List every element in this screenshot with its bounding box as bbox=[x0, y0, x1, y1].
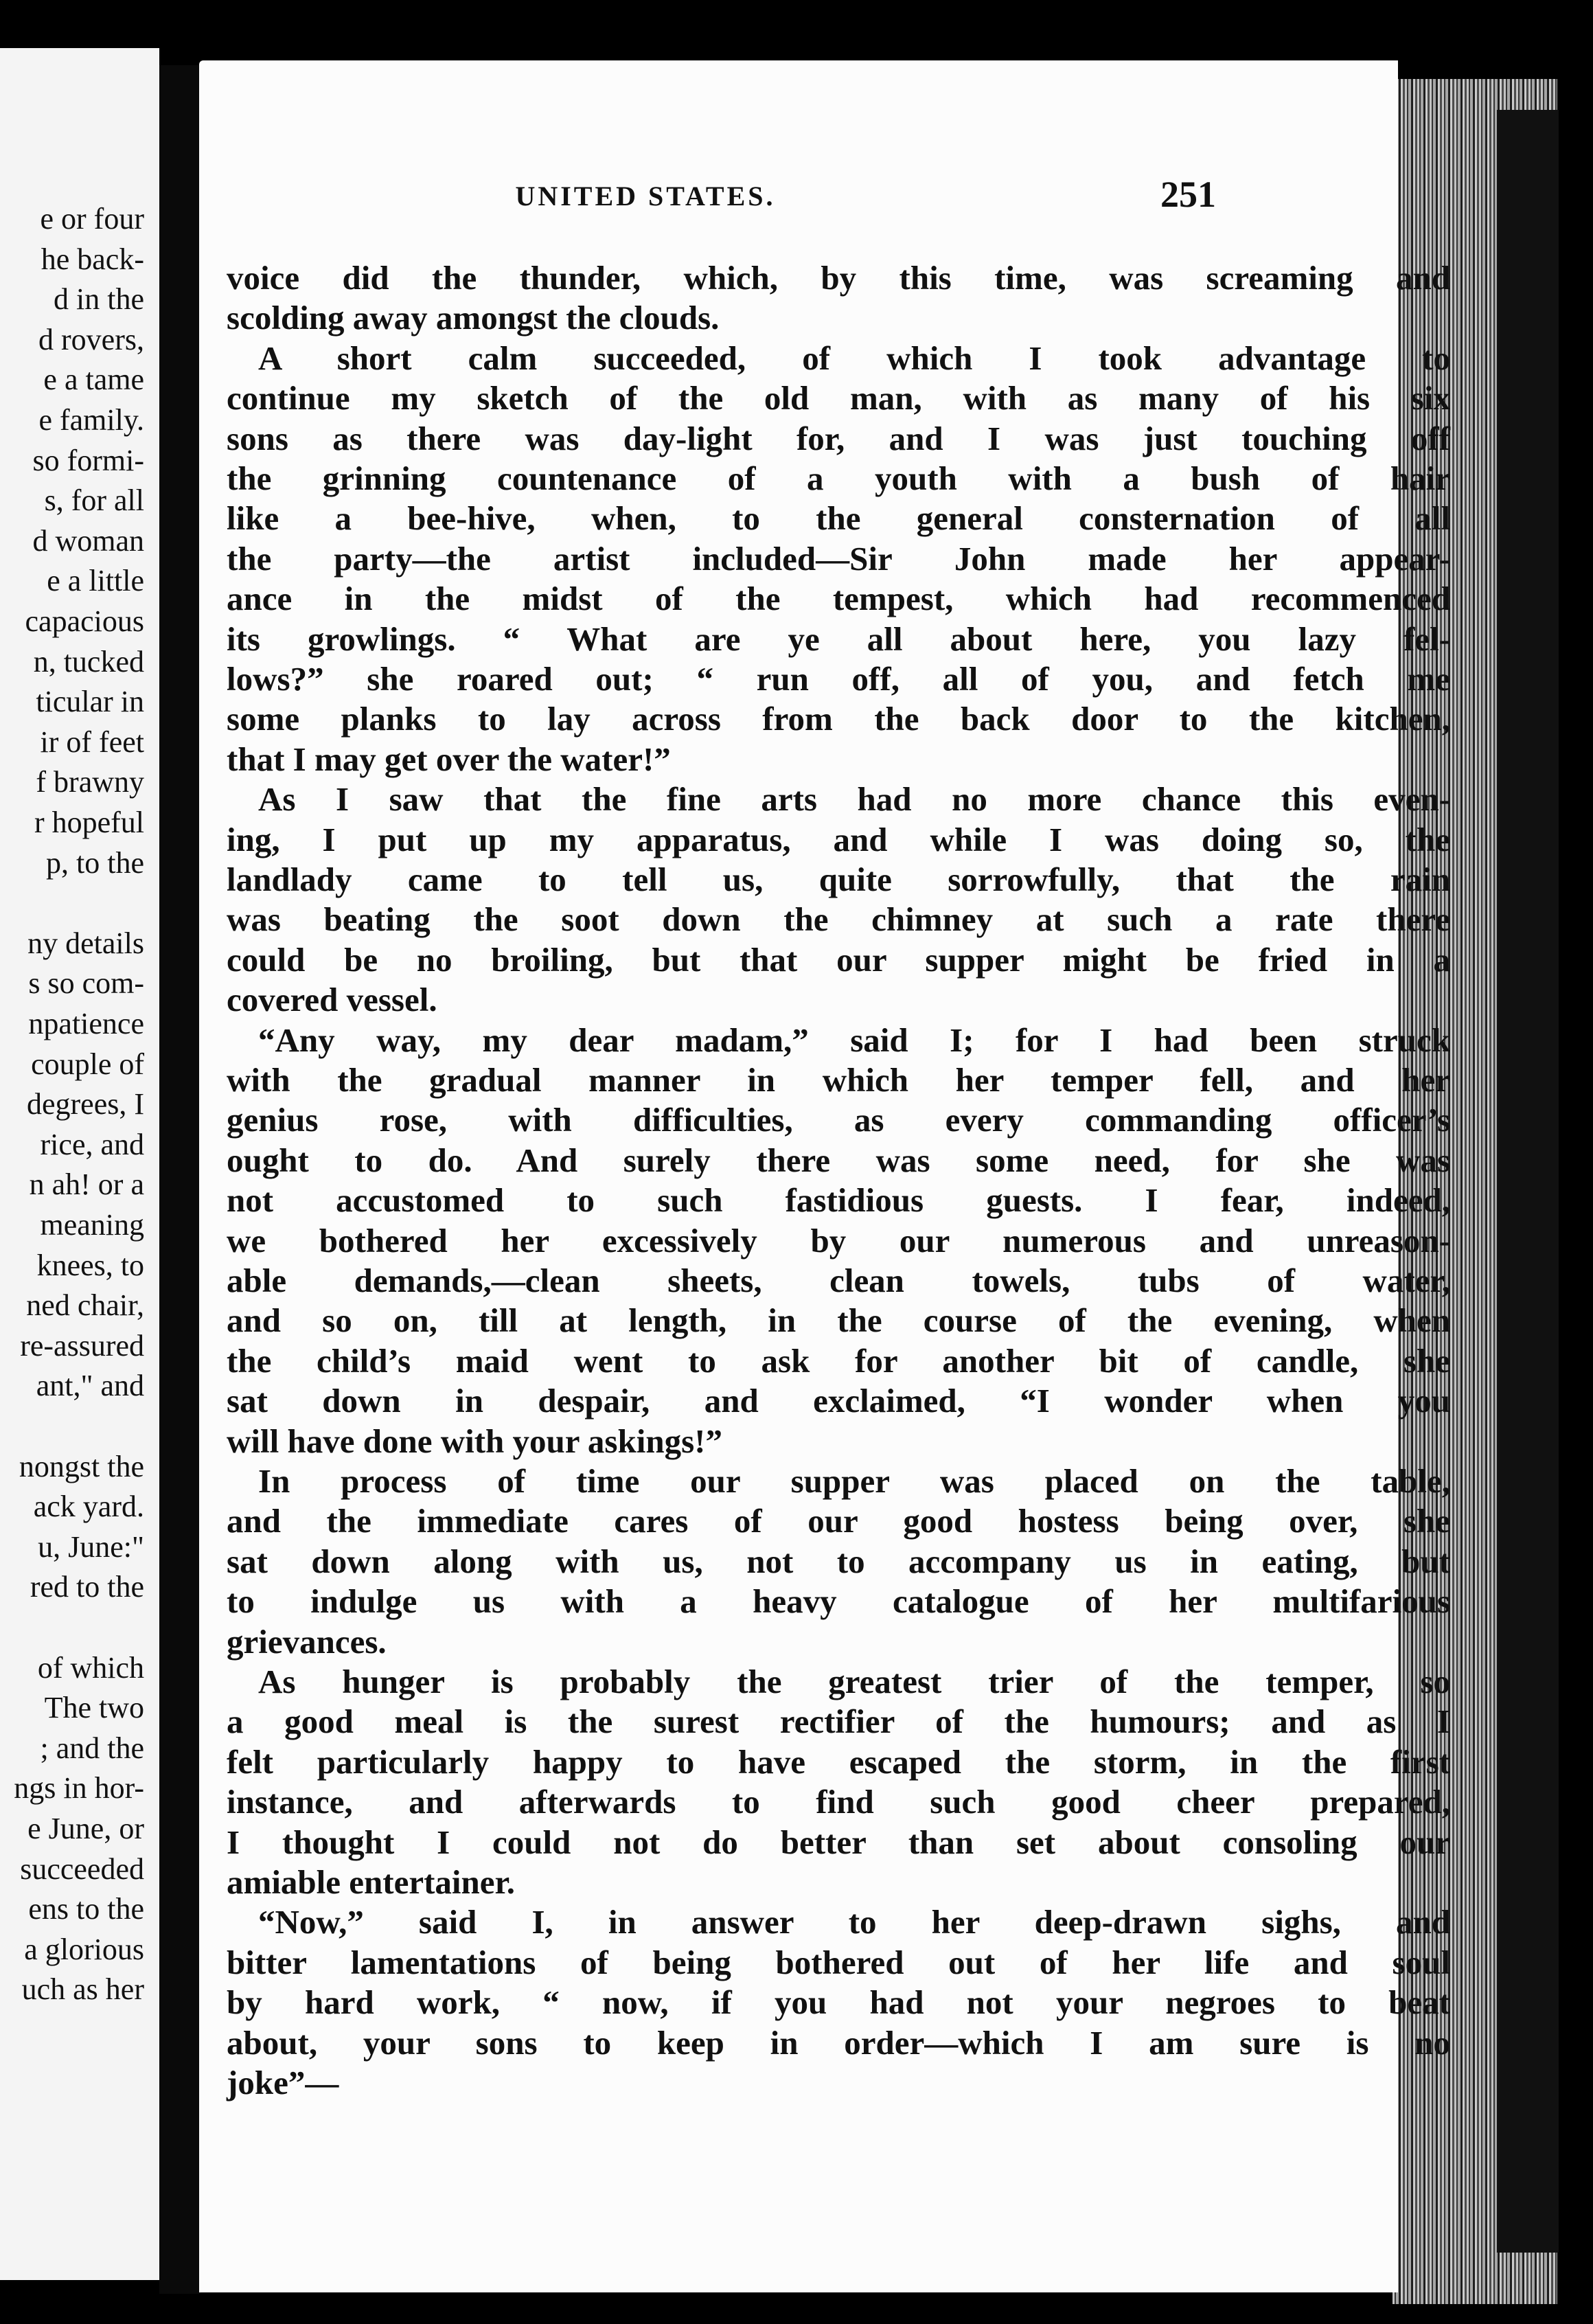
facing-page-line: he back- bbox=[41, 242, 144, 276]
text-line: some planks to lay across from the back door to the kitchen, bbox=[227, 700, 1450, 738]
text-line: its growlings. “ What are ye all about here, you lazy fel- bbox=[227, 619, 1450, 658]
text-line: “Now,” said I, in answer to her deep-drawn sighs, and bbox=[258, 1903, 1450, 1941]
facing-page-line: e family. bbox=[38, 403, 144, 437]
facing-page-line: f brawny bbox=[36, 765, 144, 799]
facing-page-line: meaning bbox=[40, 1208, 144, 1242]
facing-page-line: s so com- bbox=[28, 966, 144, 1001]
facing-page-line: ny details bbox=[27, 926, 144, 960]
facing-page-line: rice, and bbox=[40, 1127, 144, 1161]
facing-page-line: red to the bbox=[30, 1570, 144, 1604]
facing-page-line: e a tame bbox=[43, 363, 144, 397]
facing-page-line: u, June:" bbox=[38, 1529, 144, 1564]
facing-page-line: uch as her bbox=[21, 1972, 144, 2007]
text-line: bitter lamentations of being bothered out of her life and soul bbox=[227, 1943, 1450, 1981]
text-line: the child’s maid went to ask for another bit of candle, she bbox=[227, 1341, 1450, 1380]
text-line: and so on, till at length, in the course of the evening, when bbox=[227, 1301, 1450, 1340]
facing-page-line: ant," and bbox=[36, 1369, 144, 1403]
page-number: 251 bbox=[1160, 174, 1216, 215]
text-line: a good meal is the surest rectifier of the humours; and as I bbox=[227, 1702, 1450, 1741]
facing-page-line: ned chair, bbox=[26, 1288, 144, 1323]
facing-page-line: e a little bbox=[47, 564, 144, 598]
text-line: could be no broiling, but that our supper might be fried in a bbox=[227, 940, 1450, 979]
facing-page-line: d woman bbox=[32, 523, 144, 558]
text-line: sat down in despair, and exclaimed, “I wonder when you bbox=[227, 1382, 1450, 1420]
facing-page-line: ir of feet bbox=[40, 725, 144, 759]
facing-page-line: ngs in hor- bbox=[14, 1771, 144, 1805]
text-line: felt particularly happy to have escaped the storm, in the first bbox=[227, 1742, 1450, 1781]
facing-page-line: of which bbox=[37, 1650, 144, 1685]
text-line: sat down along with us, not to accompany us in eating, but bbox=[227, 1542, 1450, 1580]
text-line: to indulge us with a heavy catalogue of her multifarious bbox=[227, 1582, 1450, 1621]
facing-page-line: degrees, I bbox=[26, 1087, 144, 1121]
text-line: As I saw that the fine arts had no more chance this even- bbox=[258, 780, 1450, 819]
facing-page-line: n, tucked bbox=[33, 644, 144, 679]
text-line: with the gradual manner in which her temper fell, and her bbox=[227, 1061, 1450, 1099]
text-line: was beating the soot down the chimney at such a rate there bbox=[227, 900, 1450, 939]
text-line: voice did the thunder, which, by this time, was screaming and bbox=[227, 259, 1450, 297]
text-line: will have done with your askings!” bbox=[227, 1422, 722, 1460]
facing-page-line: ; and the bbox=[40, 1731, 144, 1765]
text-line: we bothered her excessively by our numerous and unreason- bbox=[227, 1221, 1450, 1260]
text-line: ance in the midst of the tempest, which had recommenced bbox=[227, 580, 1450, 618]
text-line: about, your sons to keep in order—which I am sure is no bbox=[227, 2023, 1450, 2062]
text-line: the grinning countenance of a youth with a bush of hair bbox=[227, 459, 1450, 497]
facing-page-line: n ah! or a bbox=[29, 1167, 144, 1202]
text-line: A short calm succeeded, of which I took advantage to bbox=[258, 339, 1450, 377]
text-line: ing, I put up my apparatus, and while I was doing so, the bbox=[227, 820, 1450, 858]
text-line: the party—the artist included—Sir John made her appear- bbox=[227, 539, 1450, 578]
facing-page-line: so formi- bbox=[32, 443, 144, 477]
facing-page-line: knees, to bbox=[36, 1248, 144, 1282]
edge-shadow bbox=[1497, 110, 1559, 2253]
facing-page-line: s, for all bbox=[44, 483, 144, 518]
text-line: that I may get over the water!” bbox=[227, 740, 671, 778]
book-gutter bbox=[159, 65, 200, 2294]
text-line: instance, and afterwards to find such good cheer prepared, bbox=[227, 1783, 1450, 1821]
facing-page-fragment bbox=[0, 48, 159, 2280]
facing-page-line: re-assured bbox=[20, 1328, 144, 1363]
facing-page-line: r hopeful bbox=[34, 806, 144, 839]
text-line: scolding away amongst the clouds. bbox=[227, 299, 720, 337]
facing-page-line: e June, or bbox=[27, 1812, 144, 1845]
facing-page-line: e or four bbox=[40, 202, 144, 236]
text-line: genius rose, with difficulties, as every commanding officer’s bbox=[227, 1101, 1450, 1139]
text-line: covered vessel. bbox=[227, 981, 437, 1019]
facing-page-line: nongst the bbox=[19, 1449, 144, 1483]
text-line: I thought I could not do better than set about consoling our bbox=[227, 1823, 1450, 1861]
text-line: ought to do. And surely there was some need, for she was bbox=[227, 1141, 1450, 1179]
text-line: and the immediate cares of our good hostess being over, she bbox=[227, 1502, 1450, 1540]
running-head: UNITED STATES. bbox=[515, 181, 776, 212]
facing-page-line: a glorious bbox=[24, 1932, 144, 1966]
facing-page-line: d rovers, bbox=[38, 322, 144, 356]
facing-page-line: p, to the bbox=[46, 845, 144, 880]
text-line: not accustomed to such fastidious guests. I fear, indeed, bbox=[227, 1181, 1450, 1220]
facing-page-line: npatience bbox=[28, 1007, 144, 1040]
text-line: In process of time our supper was placed on the table, bbox=[258, 1462, 1450, 1500]
text-line: sons as there was day-light for, and I was just touching off bbox=[227, 419, 1450, 457]
text-line: continue my sketch of the old man, with as many of his six bbox=[227, 379, 1450, 418]
facing-page-line: ack yard. bbox=[33, 1490, 144, 1524]
facing-page-line: succeeded bbox=[20, 1852, 144, 1886]
text-line: As hunger is probably the greatest trier of the temper, so bbox=[258, 1663, 1450, 1700]
text-line: by hard work, “ now, if you had not your negroes to beat bbox=[227, 1983, 1450, 2022]
text-line: “Any way, my dear madam,” said I; for I had been struck bbox=[258, 1021, 1450, 1059]
facing-page-line: ticular in bbox=[36, 685, 144, 719]
text-line: grievances. bbox=[227, 1622, 387, 1661]
text-line: like a bee-hive, when, to the general consternation of all bbox=[227, 499, 1450, 538]
facing-page-line: The two bbox=[44, 1691, 144, 1725]
facing-page-line: capacious bbox=[25, 604, 144, 638]
text-line: landlady came to tell us, quite sorrowfully, that the rain bbox=[227, 861, 1450, 898]
text-line: lows?” she roared out; “ run off, all of you, and fetch me bbox=[227, 660, 1450, 698]
facing-page-line: d in the bbox=[54, 282, 144, 317]
facing-page-line: ens to the bbox=[28, 1892, 144, 1926]
text-line: joke”— bbox=[227, 2064, 339, 2101]
text-line: able demands,—clean sheets, clean towels, tubs of water, bbox=[227, 1262, 1450, 1299]
text-line: amiable entertainer. bbox=[227, 1863, 516, 1901]
facing-page-line: couple of bbox=[31, 1047, 144, 1081]
